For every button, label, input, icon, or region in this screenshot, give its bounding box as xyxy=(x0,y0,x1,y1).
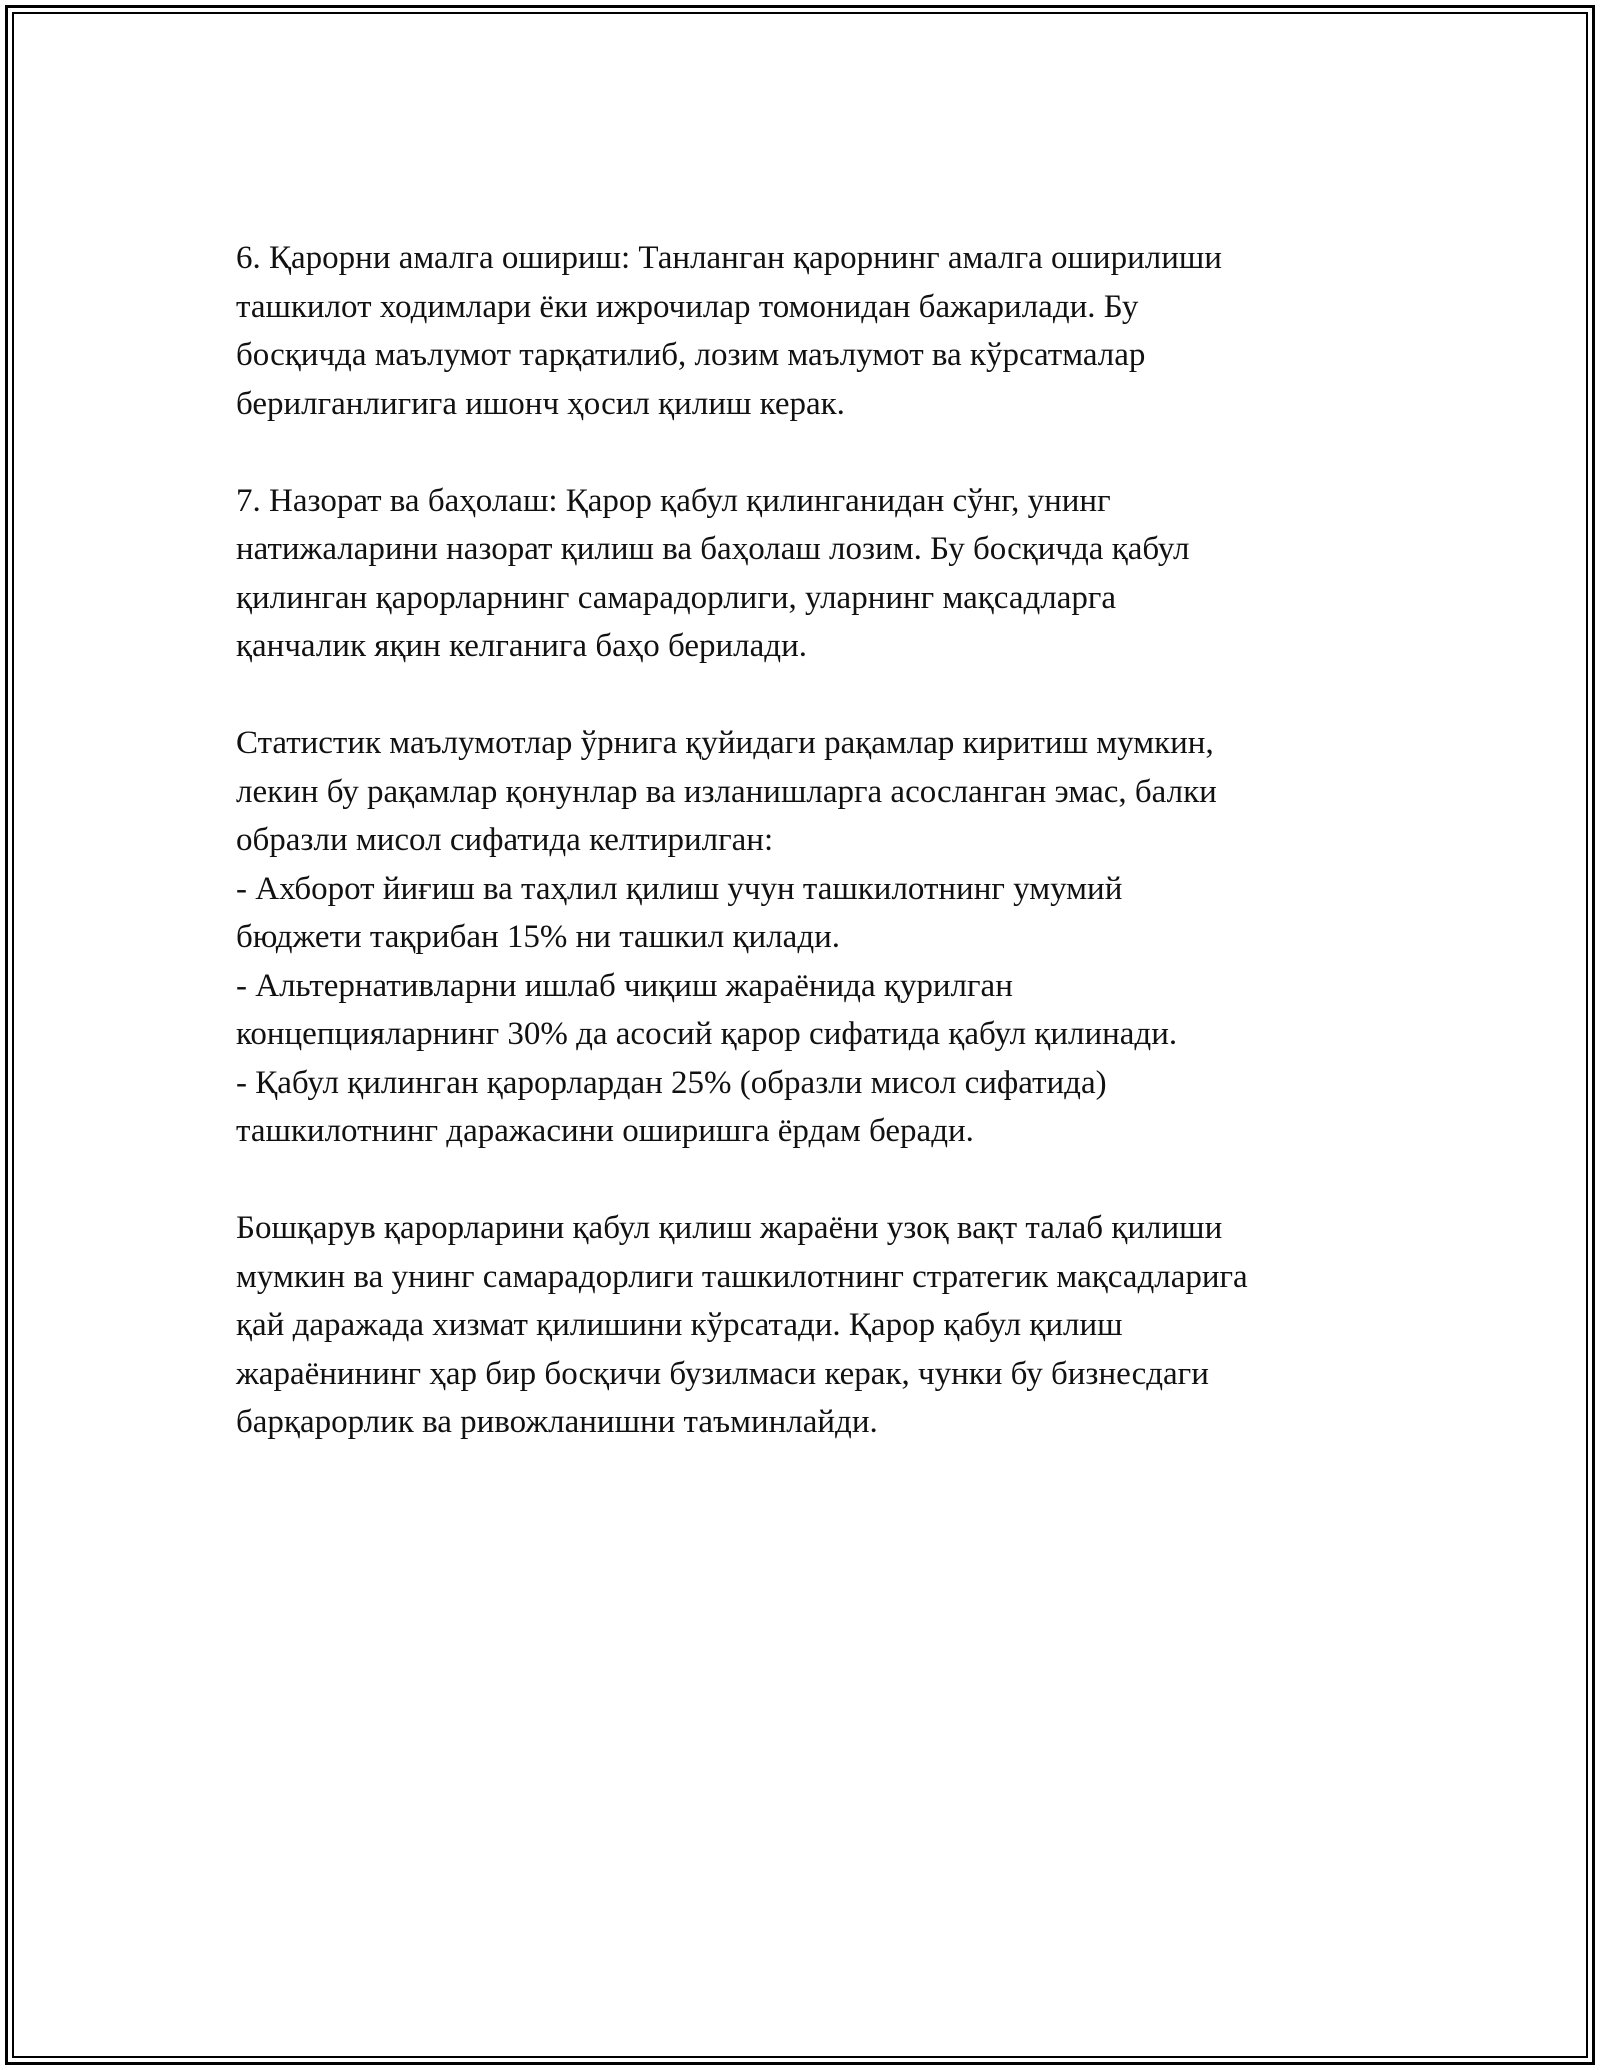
text-line: Статистик маълумотлар ўрнига қуйидаги рақамлар киритиш мумкин, xyxy=(236,725,1214,761)
paragraph-conclusion xyxy=(236,1204,1386,1447)
list-item-line: - Альтернативларни ишлаб чиқиш жараёнида қурилган xyxy=(236,967,1013,1004)
text-line: натижаларини назорат қилиш ва баҳолаш лозим. Бу босқичда қабул xyxy=(236,531,1190,567)
text-line: қай даражада хизмат қилишини кўрсатади. Қарор қабул қилиш xyxy=(236,1307,1123,1343)
list-item-line: концепцияларнинг 30% да асосий қарор сифатида қабул қилинади. xyxy=(236,1016,1178,1052)
list-item-line: ташкилотнинг даражасини оширишга ёрдам беради. xyxy=(236,1113,974,1149)
text-line: босқичда маълумот тарқатилиб, лозим маълумот ва кўрсатмалар xyxy=(236,337,1146,373)
paragraph-statistics xyxy=(236,719,1386,1156)
text-line: барқарорлик ва ривожланишни таъминлайди. xyxy=(236,1404,878,1440)
text-line: образли мисол сифатида келтирилган: xyxy=(236,822,774,858)
document-body xyxy=(236,234,1386,1447)
text-line: лекин бу рақамлар қонунлар ва изланишларга асосланган эмас, балки xyxy=(236,773,1217,810)
text-line: Бошқарув қарорларини қабул қилиш жараёни узоқ вақт талаб қилиши xyxy=(236,1210,1223,1246)
text-line: қанчалик яқин келганига баҳо берилади. xyxy=(236,628,807,664)
text-line: 6. Қарорни амалга ошириш: Танланган қарорнинг амалга оширилиши xyxy=(236,240,1222,276)
paragraph-control-evaluation xyxy=(236,477,1386,671)
paragraph-implementation xyxy=(236,234,1386,428)
text-line: жараёнининг ҳар бир босқичи бузилмаси керак, чунки бу бизнесдаги xyxy=(236,1355,1209,1392)
text-line: 7. Назорат ва баҳолаш: Қарор қабул қилинганидан сўнг, унинг xyxy=(236,482,1111,519)
list-item-line: - Ахборот йиғиш ва таҳлил қилиш учун ташкилотнинг умумий xyxy=(236,870,1123,907)
list-item-line: бюджети тақрибан 15% ни ташкил қилади. xyxy=(236,919,841,955)
list-item-line: - Қабул қилинган қарорлардан 25% (образли мисол сифатида) xyxy=(236,1064,1107,1101)
text-line: қилинган қарорларнинг самарадорлиги, уларнинг мақсадларга xyxy=(236,579,1117,616)
text-line: мумкин ва унинг самарадорлиги ташкилотнинг стратегик мақсадларига xyxy=(236,1258,1248,1295)
text-line: берилганлигига ишонч ҳосил қилиш керак. xyxy=(236,385,845,422)
text-line: ташкилот ходимлари ёки ижрочилар томонидан бажарилади. Бу xyxy=(236,288,1139,325)
